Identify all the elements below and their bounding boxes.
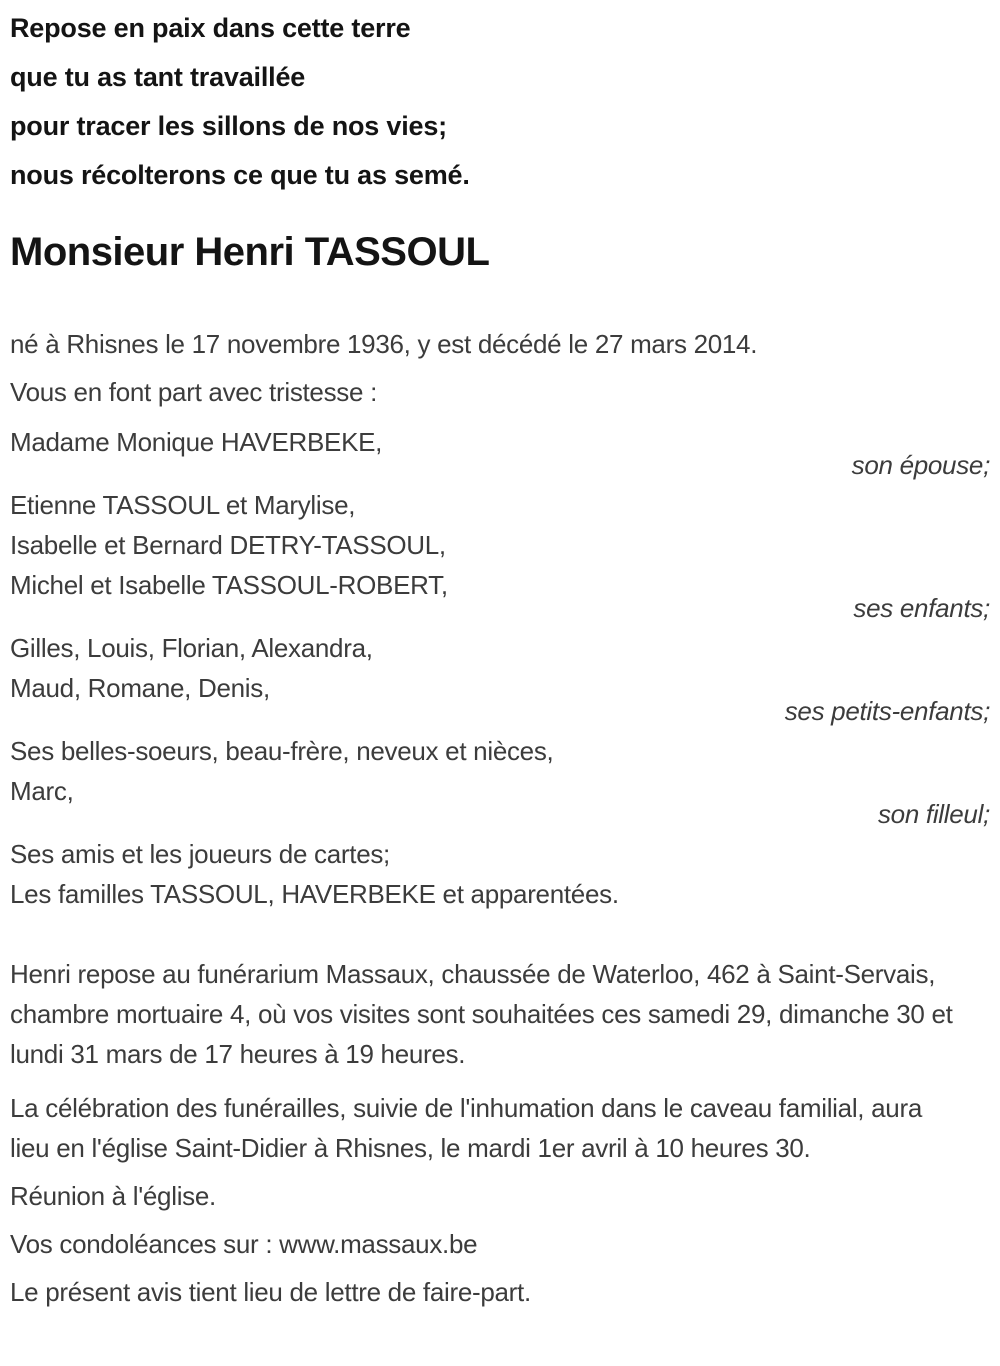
epitaph-line: que tu as tant travaillée [10,62,306,92]
family-line: Gilles, Louis, Florian, Alexandra, [10,633,373,663]
detail-paragraph: Réunion à l'église. [10,1181,216,1211]
family-group [10,834,990,874]
relation-label: ses enfants; [853,593,990,623]
family-line: Maud, Romane, Denis, [10,673,270,703]
epitaph-line: nous récolterons ce que tu as semé. [10,160,470,190]
relation-label: son filleul; [877,799,990,829]
funeral-details [10,954,990,1312]
family-line: Ses belles-soeurs, beau-frère, neveux et nièces, [10,736,554,766]
relation-label: ses petits-enfants; [784,696,990,726]
life-dates: né à Rhisnes le 17 novembre 1936, y est décédé le 27 mars 2014. [10,329,758,359]
family-line: Marc, [10,776,74,806]
detail-paragraph: Henri repose au funérarium Massaux, chaussée de Waterloo, 462 à Saint-Servais, chambre mortuaire 4, où vos visites sont souhaitées ces samedi 29, dimanche 30 et lundi 31 mars de 17 heures à 19 heures. [10,959,953,1069]
detail-paragraph: Le présent avis tient lieu de lettre de faire-part. [10,1277,531,1307]
relation-label: son épouse; [851,450,990,480]
family-line: Ses amis et les joueurs de cartes; [10,839,390,869]
epitaph-line: Repose en paix dans cette terre [10,13,411,43]
family-line: Isabelle et Bernard DETRY-TASSOUL, [10,530,446,560]
family-group [10,485,990,605]
detail-paragraph: La célébration des funérailles, suivie de l'inhumation dans le caveau familial, aura lieu en l'église Saint-Didier à Rhisnes, le mardi 1er avril à 10 heures 30. [10,1093,922,1163]
announcement-intro: Vous en font part avec tristesse : [10,377,378,407]
family-line: Etienne TASSOUL et Marylise, [10,490,356,520]
epitaph-line: pour tracer les sillons de nos vies; [10,111,447,141]
family-line: Michel et Isabelle TASSOUL-ROBERT, [10,570,448,600]
family-line: Madame Monique HAVERBEKE, [10,427,383,457]
family-line: Les familles TASSOUL, HAVERBEKE et apparentées. [10,879,619,909]
family-list [10,422,990,914]
epitaph [10,4,990,200]
family-group [10,731,990,811]
family-group [10,874,990,914]
deceased-name-heading: Monsieur Henri TASSOUL [10,230,490,274]
detail-paragraph: Vos condoléances sur : www.massaux.be [10,1229,478,1259]
